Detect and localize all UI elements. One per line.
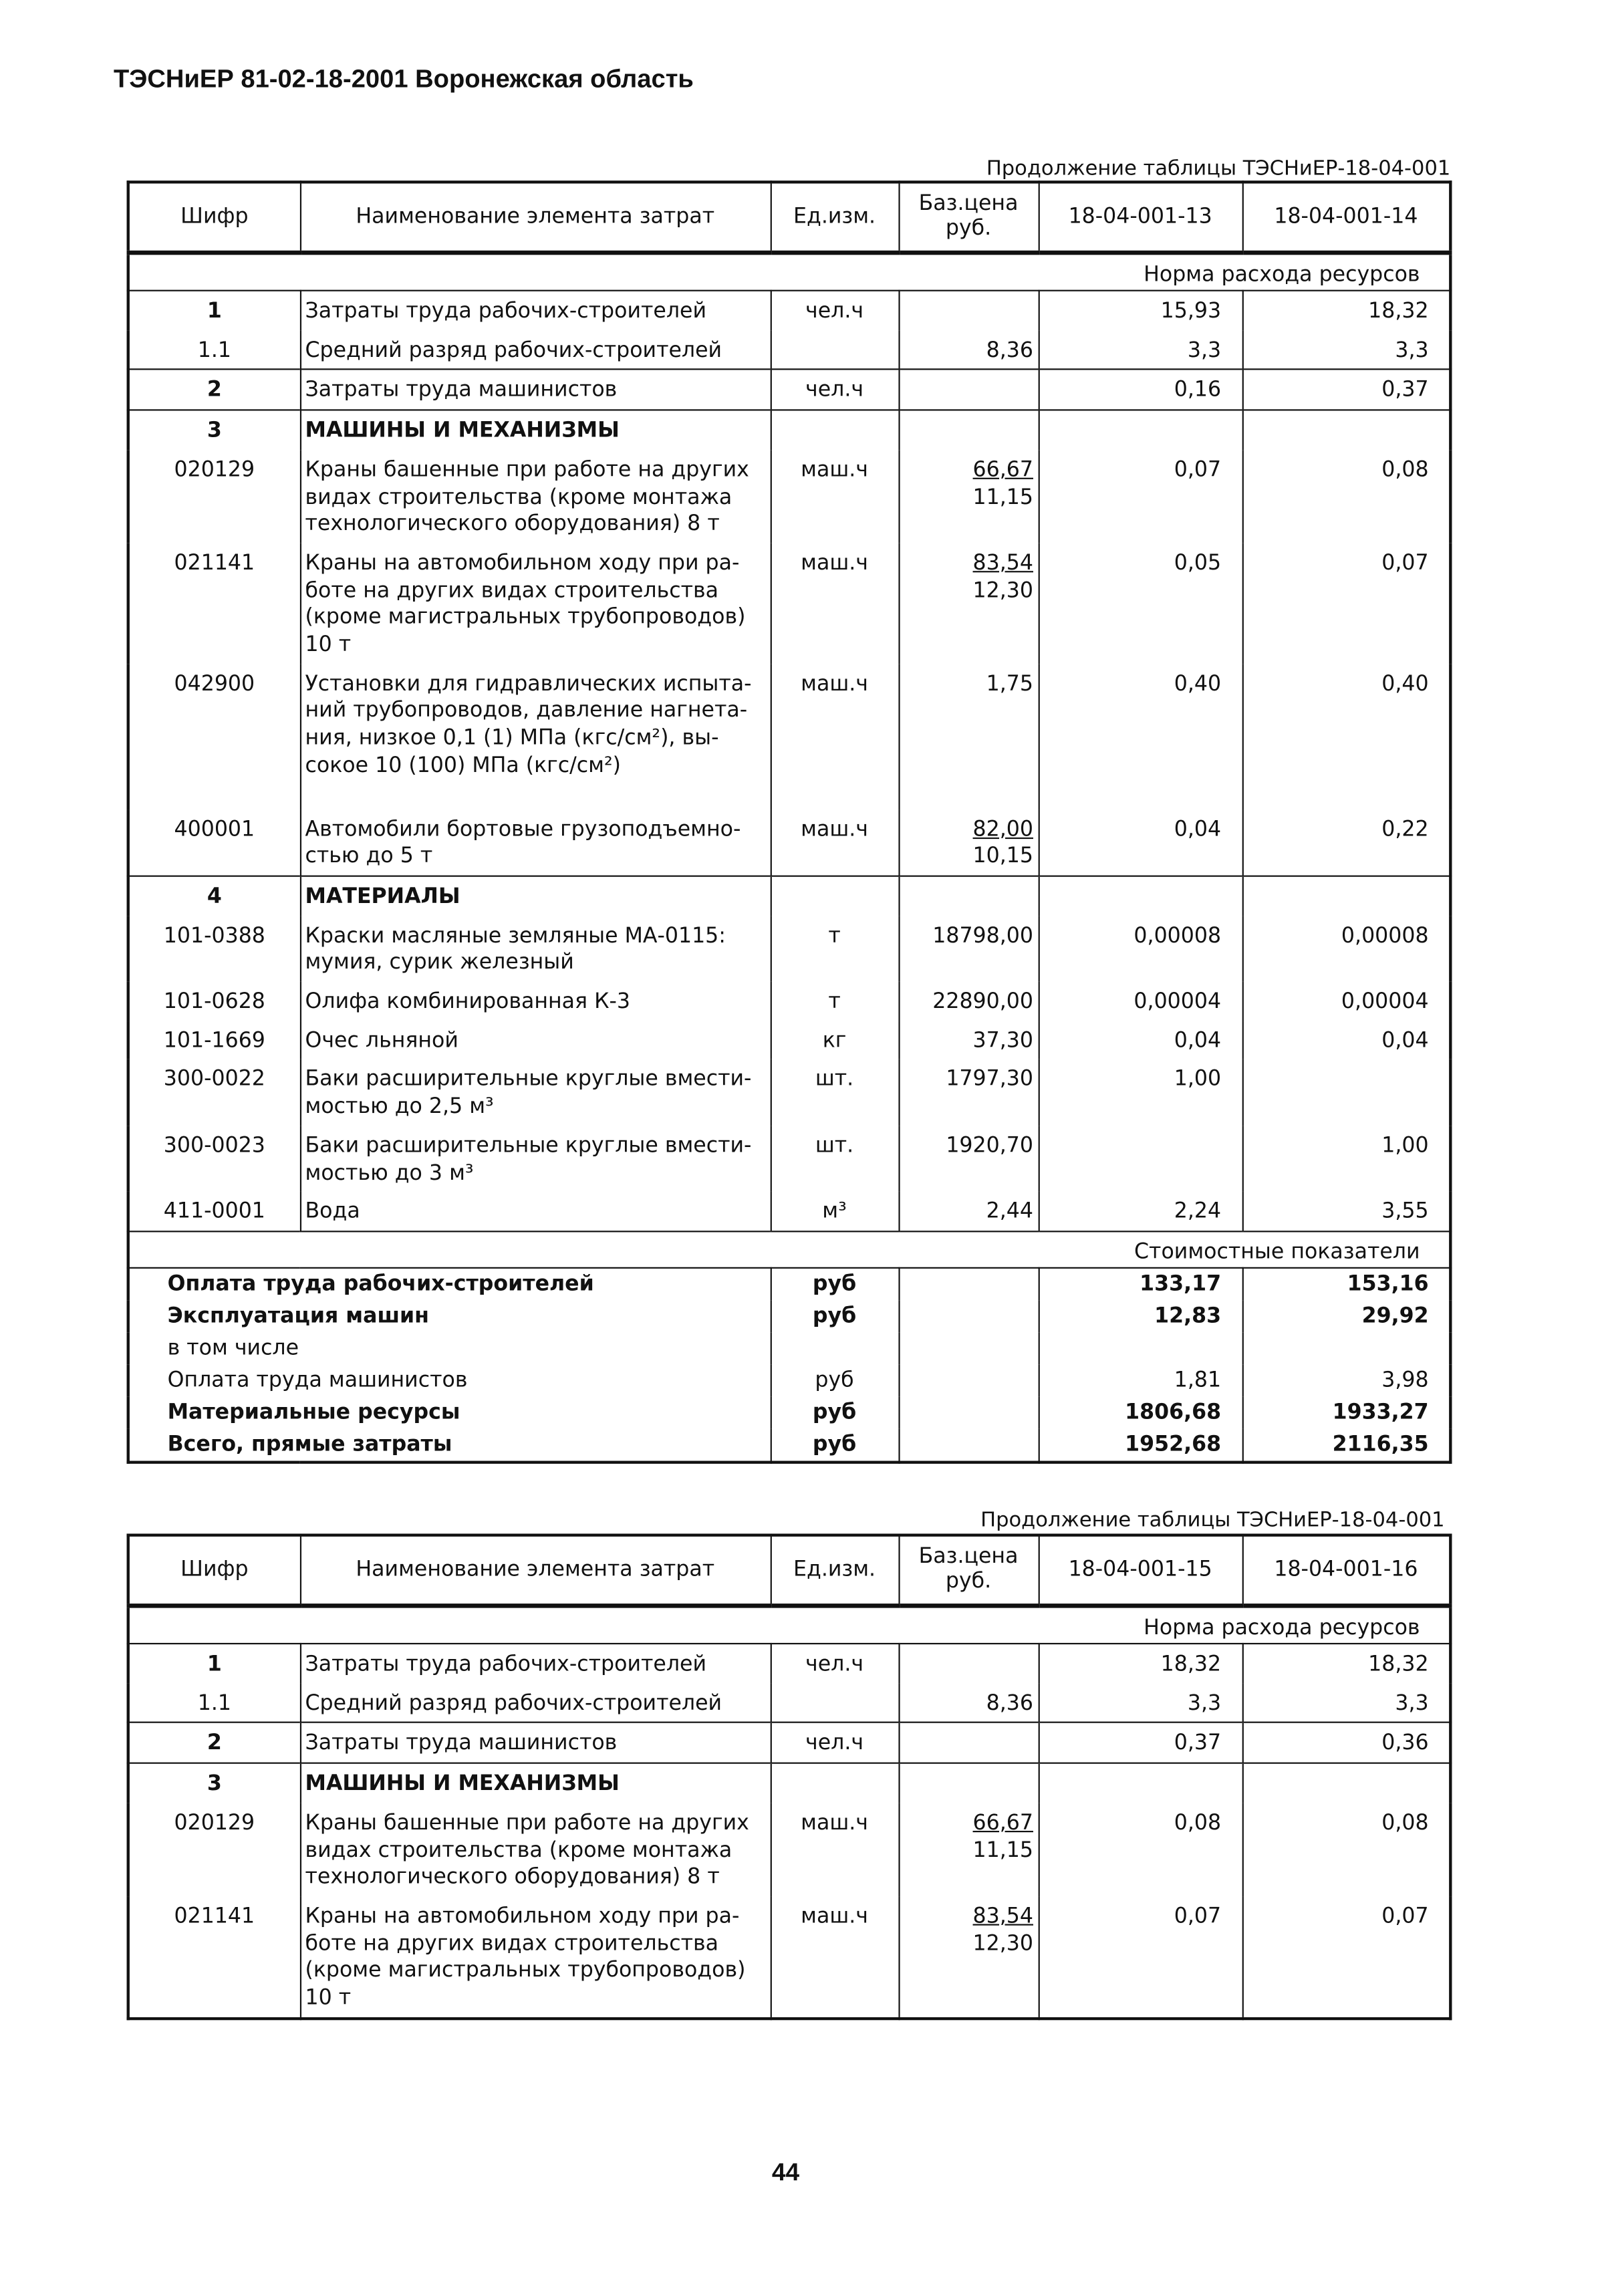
row-value-a: 15,93: [1039, 291, 1242, 330]
price-value: 8,36: [986, 1692, 1034, 1716]
cost-value-a: [1039, 1333, 1242, 1365]
row-value-a: 0,07: [1039, 1896, 1242, 2019]
row-name: Баки расширительные круглые вмести- мостью до 2,5 м³: [300, 1059, 771, 1126]
cost-value-a: 1,81: [1039, 1365, 1242, 1397]
cost-name: в том числе: [128, 1333, 771, 1365]
row-unit: маш.ч: [771, 809, 899, 876]
row-value-b: 0,00004: [1242, 982, 1451, 1021]
price-base: 82,00: [972, 817, 1034, 842]
row-name: Затраты труда рабочих-строителей: [300, 291, 771, 330]
table-row: [128, 1896, 1451, 2019]
row-value-b: [1242, 410, 1451, 450]
price-value: 12,30: [972, 1932, 1034, 1956]
row-code: 020129: [128, 1803, 300, 1896]
row-value-b: 18,32: [1242, 291, 1451, 330]
column-header-18-04-001-13: 18-04-001-13: [1039, 182, 1242, 253]
table-row: [128, 1683, 1451, 1723]
cost-value-b: 153,16: [1242, 1268, 1451, 1301]
row-unit: [771, 1763, 899, 1803]
table-header-row: [128, 1535, 1451, 1606]
cost-price-empty: [898, 1268, 1038, 1301]
document-title: ТЭСНиЕР 81-02-18-2001 Воронежская область: [113, 63, 694, 94]
row-unit: м³: [771, 1192, 899, 1231]
column-header-code: Шифр: [128, 182, 300, 253]
table-row: [128, 876, 1451, 916]
row-price: [898, 543, 1038, 664]
table-row: [128, 1763, 1451, 1803]
row-unit: чел.ч: [771, 1723, 899, 1763]
table-row: [128, 1126, 1451, 1192]
row-unit: кг: [771, 1021, 899, 1059]
row-price: [898, 1021, 1038, 1059]
row-price: [898, 450, 1038, 543]
cost-unit: руб: [771, 1301, 899, 1333]
row-price: [898, 1192, 1038, 1231]
row-price: [898, 1723, 1038, 1763]
row-value-a: [1039, 876, 1242, 916]
cost-value-b: 3,98: [1242, 1365, 1451, 1397]
row-price: [898, 1896, 1038, 2019]
cost-name: Эксплуатация машин: [128, 1301, 771, 1333]
price-value: 12,30: [972, 579, 1034, 603]
column-header-18-04-001-15: 18-04-001-15: [1039, 1535, 1242, 1606]
row-code: 3: [128, 410, 300, 450]
row-value-a: 3,3: [1039, 330, 1242, 370]
table-row: [128, 410, 1451, 450]
norm-label: Норма расхода ресурсов: [128, 253, 1451, 291]
row-code: 101-1669: [128, 1021, 300, 1059]
column-header-name: Наименование элемента затрат: [300, 1535, 771, 1606]
row-value-b: 1,00: [1242, 1126, 1451, 1192]
row-value-a: 0,40: [1039, 664, 1242, 809]
row-name: Автомобили бортовые грузоподъемно- стью до 5 т: [300, 809, 771, 876]
row-name: Средний разряд рабочих-строителей: [300, 1683, 771, 1723]
row-name: Олифа комбинированная К-3: [300, 982, 771, 1021]
row-value-a: 0,00008: [1039, 916, 1242, 982]
row-code: 411-0001: [128, 1192, 300, 1231]
row-unit: шт.: [771, 1126, 899, 1192]
price-base: 83,54: [972, 551, 1034, 576]
row-code: 1.1: [128, 330, 300, 370]
price-value: 37,30: [972, 1029, 1034, 1053]
resource-table-1: [127, 180, 1452, 1464]
row-price: [898, 1683, 1038, 1723]
price-value: 11,15: [972, 485, 1034, 509]
row-value-a: [1039, 1763, 1242, 1803]
cost-unit: руб: [771, 1429, 899, 1462]
row-name: Краны башенные при работе на других видах строительства (кроме монтажа технологического оборудования) 8 т: [300, 1803, 771, 1896]
column-header-unit: Ед.изм.: [771, 1535, 899, 1606]
row-value-a: 0,05: [1039, 543, 1242, 664]
column-header-code: Шифр: [128, 1535, 300, 1606]
row-unit: маш.ч: [771, 664, 899, 809]
row-price: [898, 410, 1038, 450]
row-unit: маш.ч: [771, 1803, 899, 1896]
row-value-a: 3,3: [1039, 1683, 1242, 1723]
table-row: [128, 664, 1451, 809]
row-code: 3: [128, 1763, 300, 1803]
cost-value-b: 29,92: [1242, 1301, 1451, 1333]
table-row: [128, 809, 1451, 876]
norm-label: Норма расхода ресурсов: [128, 1606, 1451, 1644]
price-value: 1,75: [986, 672, 1034, 696]
row-code: 1.1: [128, 1683, 300, 1723]
cost-row: [128, 1397, 1451, 1429]
price-value: 8,36: [986, 339, 1034, 362]
row-unit: маш.ч: [771, 1896, 899, 2019]
row-value-a: 0,04: [1039, 809, 1242, 876]
row-unit: чел.ч: [771, 291, 899, 330]
page-number: 44: [771, 2158, 800, 2186]
row-unit: [771, 330, 899, 370]
table-row: [128, 982, 1451, 1021]
cost-value-a: 12,83: [1039, 1301, 1242, 1333]
row-name: Баки расширительные круглые вмести- мостью до 3 м³: [300, 1126, 771, 1192]
row-value-a: [1039, 410, 1242, 450]
row-code: 400001: [128, 809, 300, 876]
column-header-price: Баз.цена руб.: [898, 182, 1038, 253]
price-value: 18798,00: [932, 924, 1034, 948]
cost-label: Стоимостные показатели: [128, 1231, 1451, 1267]
row-value-a: 18,32: [1039, 1644, 1242, 1683]
row-unit: шт.: [771, 1059, 899, 1126]
row-price: [898, 809, 1038, 876]
row-value-b: 0,00008: [1242, 916, 1451, 982]
row-name: Очес льняной: [300, 1021, 771, 1059]
section-label-row: [128, 1606, 1451, 1644]
column-header-18-04-001-14: 18-04-001-14: [1242, 182, 1451, 253]
row-code: 101-0628: [128, 982, 300, 1021]
table-row: [128, 916, 1451, 982]
cost-price-empty: [898, 1397, 1038, 1429]
row-value-b: 0,08: [1242, 1803, 1451, 1896]
table-row: [128, 1803, 1451, 1896]
row-name: Затраты труда рабочих-строителей: [300, 1644, 771, 1683]
row-price: [898, 982, 1038, 1021]
row-value-a: 0,16: [1039, 370, 1242, 410]
row-price: [898, 1126, 1038, 1192]
resource-table-2: [127, 1533, 1452, 2019]
cost-price-empty: [898, 1333, 1038, 1365]
cost-row: [128, 1429, 1451, 1462]
row-name: Затраты труда машинистов: [300, 1723, 771, 1763]
row-price: [898, 1644, 1038, 1683]
row-code: 042900: [128, 664, 300, 809]
table-row: [128, 1644, 1451, 1683]
table-row: [128, 370, 1451, 410]
price-value: 22890,00: [932, 990, 1034, 1014]
table-row: [128, 1192, 1451, 1231]
section-label-row: [128, 1231, 1451, 1267]
row-code: 2: [128, 1723, 300, 1763]
row-value-a: 0,00004: [1039, 982, 1242, 1021]
table-row: [128, 1723, 1451, 1763]
cost-unit: руб: [771, 1365, 899, 1397]
row-name: МАТЕРИАЛЫ: [300, 876, 771, 916]
row-value-b: 3,3: [1242, 1683, 1451, 1723]
cost-value-a: 1806,68: [1039, 1397, 1242, 1429]
row-price: [898, 330, 1038, 370]
row-value-a: [1039, 1126, 1242, 1192]
cost-price-empty: [898, 1429, 1038, 1462]
column-header-unit: Ед.изм.: [771, 182, 899, 253]
row-value-b: 0,07: [1242, 543, 1451, 664]
cost-value-a: 133,17: [1039, 1268, 1242, 1301]
row-price: [898, 1803, 1038, 1896]
cost-row: [128, 1333, 1451, 1365]
row-value-b: [1242, 1059, 1451, 1126]
row-code: 4: [128, 876, 300, 916]
row-name: Краны на автомобильном ходу при ра- боте на других видах строительства (кроме магистральных трубопроводов) 10 т: [300, 1896, 771, 2019]
row-code: 021141: [128, 1896, 300, 2019]
table-row: [128, 450, 1451, 543]
row-name: Средний разряд рабочих-строителей: [300, 330, 771, 370]
row-value-a: 0,07: [1039, 450, 1242, 543]
table-row: [128, 1059, 1451, 1126]
row-value-b: 0,22: [1242, 809, 1451, 876]
cost-value-b: [1242, 1333, 1451, 1365]
row-code: 2: [128, 370, 300, 410]
row-value-b: 0,07: [1242, 1896, 1451, 2019]
row-name: Краны на автомобильном ходу при ра- боте на других видах строительства (кроме магистральных трубопроводов) 10 т: [300, 543, 771, 664]
row-value-b: 3,3: [1242, 330, 1451, 370]
table-row: [128, 1021, 1451, 1059]
cost-row: [128, 1268, 1451, 1301]
row-name: Краски масляные земляные МА-0115: мумия, сурик железный: [300, 916, 771, 982]
column-header-price: Баз.цена руб.: [898, 1535, 1038, 1606]
row-unit: т: [771, 982, 899, 1021]
row-value-b: 0,08: [1242, 450, 1451, 543]
row-unit: [771, 1683, 899, 1723]
cost-price-empty: [898, 1301, 1038, 1333]
table-row: [128, 330, 1451, 370]
row-name: МАШИНЫ И МЕХАНИЗМЫ: [300, 1763, 771, 1803]
row-price: [898, 876, 1038, 916]
row-price: [898, 370, 1038, 410]
row-value-b: 0,40: [1242, 664, 1451, 809]
row-value-a: 0,08: [1039, 1803, 1242, 1896]
row-code: 1: [128, 1644, 300, 1683]
cost-name: Оплата труда рабочих-строителей: [128, 1268, 771, 1301]
price-value: 10,15: [972, 845, 1034, 869]
row-value-b: 0,36: [1242, 1723, 1451, 1763]
row-value-b: 0,37: [1242, 370, 1451, 410]
cost-value-b: 2116,35: [1242, 1429, 1451, 1462]
price-value: 1920,70: [946, 1134, 1034, 1158]
table-continuation-caption: Продолжение таблицы ТЭСНиЕР-18-04-001: [980, 1509, 1445, 1533]
row-code: 021141: [128, 543, 300, 664]
column-header-18-04-001-16: 18-04-001-16: [1242, 1535, 1451, 1606]
price-value: 1797,30: [946, 1068, 1034, 1092]
row-name: Вода: [300, 1192, 771, 1231]
cost-row: [128, 1301, 1451, 1333]
row-code: 020129: [128, 450, 300, 543]
row-value-b: 18,32: [1242, 1644, 1451, 1683]
price-value: 11,15: [972, 1839, 1034, 1862]
row-unit: маш.ч: [771, 450, 899, 543]
row-value-a: 0,04: [1039, 1021, 1242, 1059]
row-name: Краны башенные при работе на других видах строительства (кроме монтажа технологического оборудования) 8 т: [300, 450, 771, 543]
table-row: [128, 543, 1451, 664]
row-price: [898, 916, 1038, 982]
row-value-b: 0,04: [1242, 1021, 1451, 1059]
table-continuation-caption: Продолжение таблицы ТЭСНиЕР-18-04-001: [986, 157, 1451, 181]
cost-name: Оплата труда машинистов: [128, 1365, 771, 1397]
cost-value-a: 1952,68: [1039, 1429, 1242, 1462]
price-base: 66,67: [972, 1811, 1034, 1835]
row-code: 300-0022: [128, 1059, 300, 1126]
cost-name: Материальные ресурсы: [128, 1397, 771, 1429]
row-value-b: [1242, 1763, 1451, 1803]
row-unit: [771, 876, 899, 916]
cost-name: Всего, прямые затраты: [128, 1429, 771, 1462]
row-name: Затраты труда машинистов: [300, 370, 771, 410]
row-unit: чел.ч: [771, 370, 899, 410]
row-unit: маш.ч: [771, 543, 899, 664]
row-name: МАШИНЫ И МЕХАНИЗМЫ: [300, 410, 771, 450]
cost-row: [128, 1365, 1451, 1397]
row-price: [898, 291, 1038, 330]
row-code: 300-0023: [128, 1126, 300, 1192]
cost-price-empty: [898, 1365, 1038, 1397]
cost-unit: руб: [771, 1397, 899, 1429]
cost-unit: руб: [771, 1268, 899, 1301]
row-unit: чел.ч: [771, 1644, 899, 1683]
cost-unit: [771, 1333, 899, 1365]
row-code: 101-0388: [128, 916, 300, 982]
price-base: 66,67: [972, 458, 1034, 482]
price-value: 2,44: [986, 1200, 1034, 1224]
row-name: Установки для гидравлических испыта- ний трубопроводов, давление нагнета- ния, низкое 0,1 (1) МПа (кгс/см²), вы- сокое 10 (100) МПа (кгс/см²): [300, 664, 771, 809]
table-header-row: [128, 182, 1451, 253]
row-value-a: 2,24: [1039, 1192, 1242, 1231]
row-price: [898, 1059, 1038, 1126]
cost-value-b: 1933,27: [1242, 1397, 1451, 1429]
row-price: [898, 1763, 1038, 1803]
section-label-row: [128, 253, 1451, 291]
column-header-name: Наименование элемента затрат: [300, 182, 771, 253]
row-price: [898, 664, 1038, 809]
row-unit: т: [771, 916, 899, 982]
row-value-b: 3,55: [1242, 1192, 1451, 1231]
row-value-a: 0,37: [1039, 1723, 1242, 1763]
row-unit: [771, 410, 899, 450]
row-value-b: [1242, 876, 1451, 916]
price-base: 83,54: [972, 1904, 1034, 1928]
table-row: [128, 291, 1451, 330]
row-value-a: 1,00: [1039, 1059, 1242, 1126]
row-code: 1: [128, 291, 300, 330]
